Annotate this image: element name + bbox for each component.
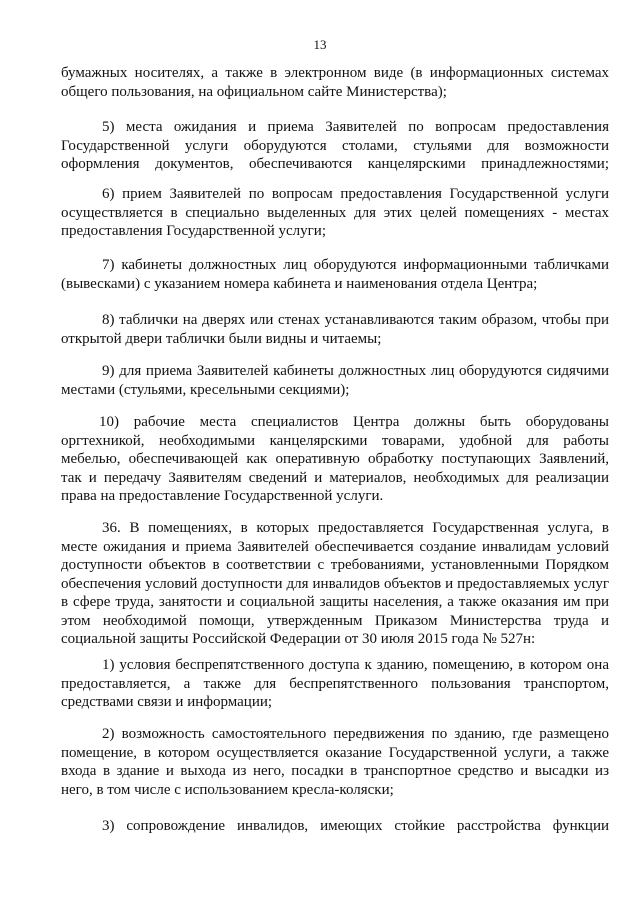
text-line: социальной защиты Российской Федерации от 30 июля 2015 года № 527н: <box>61 631 536 647</box>
text-line: в сфере труда, занятости и социальной защиты населения, а также оказания им при <box>61 594 609 610</box>
text-line: 3) сопровождение инвалидов, имеющих стойкие расстройства функции <box>102 818 609 834</box>
text-line: обеспечения условий доступности для инвалидов объектов и предоставляемых услуг <box>61 575 609 592</box>
clause-36 <box>61 519 609 649</box>
text-line: 7) кабинеты должностных лиц оборудуются информационными табличками <box>102 257 609 273</box>
text-line: оформления документов, обеспечиваются канцелярскими принадлежностями; <box>61 156 609 172</box>
text-line: помещение, в котором осуществляется оказание Государственной услуги, а также <box>61 744 609 761</box>
text-line: месте ожидания и приема Заявителей обеспечивается создание инвалидам условий <box>61 538 609 555</box>
text-line: 8) таблички на дверях или стенах устанавливаются таким образом, чтобы при <box>102 312 609 328</box>
text-line: общего пользования, на официальном сайте Министерства); <box>61 83 447 100</box>
text-line: местами (стульями, кресельными секциями); <box>61 381 350 398</box>
sub-item-3 <box>61 817 609 836</box>
text-line: 9) для приема Заявителей кабинеты должностных лиц оборудуются сидячими <box>102 363 609 379</box>
text-line: так и передачу Заявителям сведений и материалов, необходимых для реализации <box>61 469 609 486</box>
text-line: права на предоставление Государственной услуги. <box>61 488 384 504</box>
list-item-8 <box>61 311 609 348</box>
text-line: предоставления Государственной услуги; <box>61 223 326 239</box>
text-line: доступности объектов в соответствии с требованиями, установленными Порядком <box>61 557 609 573</box>
list-item-5 <box>61 118 609 174</box>
text-line: входа в здание и выхода из него, посадки в транспортное средство и высадки из <box>61 763 609 779</box>
text-line: 36. В помещениях, в которых предоставляется Государственная услуга, в <box>102 520 609 536</box>
text-line: 1) условия беспрепятственного доступа к зданию, помещению, в котором она <box>102 657 609 673</box>
list-item-7 <box>61 256 609 293</box>
list-item-6 <box>61 185 609 241</box>
text-line: осуществляется в специально выделенных для этих целей помещениях - местах <box>61 204 609 221</box>
list-item-10 <box>61 413 609 506</box>
text-line: 2) возможность самостоятельного передвижения по зданию, где размещено <box>102 726 609 742</box>
list-item-9 <box>61 362 609 399</box>
text-line: средствами связи и информации; <box>61 694 273 710</box>
text-line: 10) рабочие места специалистов Центра должны быть оборудованы <box>99 414 609 430</box>
sub-item-2 <box>61 725 609 799</box>
page-number: 13 <box>313 37 327 52</box>
text-line: Государственной услуги оборудуются столами, стульями для возможности <box>61 137 609 154</box>
text-line: открытой двери таблички были видны и читаемы; <box>61 330 382 347</box>
sub-item-1 <box>61 656 609 712</box>
text-line: бумажных носителях, а также в электронном виде (в информационных системах <box>61 65 609 81</box>
text-line: него, в том числе с использованием кресла-коляски; <box>61 781 394 798</box>
paragraph-continuation <box>61 64 609 101</box>
text-line: этом необходимой помощи, утвержденным Приказом Министерства труда и <box>61 612 609 629</box>
text-line: (вывесками) с указанием номера кабинета и наименования отдела Центра; <box>61 275 538 292</box>
text-line: мебелью, обеспечивающей как оперативную обработку поступающих Заявлений, <box>61 451 609 467</box>
text-line: 6) прием Заявителей по вопросам предоставления Государственной услуги <box>102 186 609 202</box>
text-line: 5) места ожидания и приема Заявителей по вопросам предоставления <box>102 119 609 135</box>
text-line: предоставляется, а также для беспрепятственного пользования транспортом, <box>61 675 609 692</box>
text-line: оргтехникой, необходимыми канцелярскими товарами, удобной для работы <box>61 432 609 449</box>
